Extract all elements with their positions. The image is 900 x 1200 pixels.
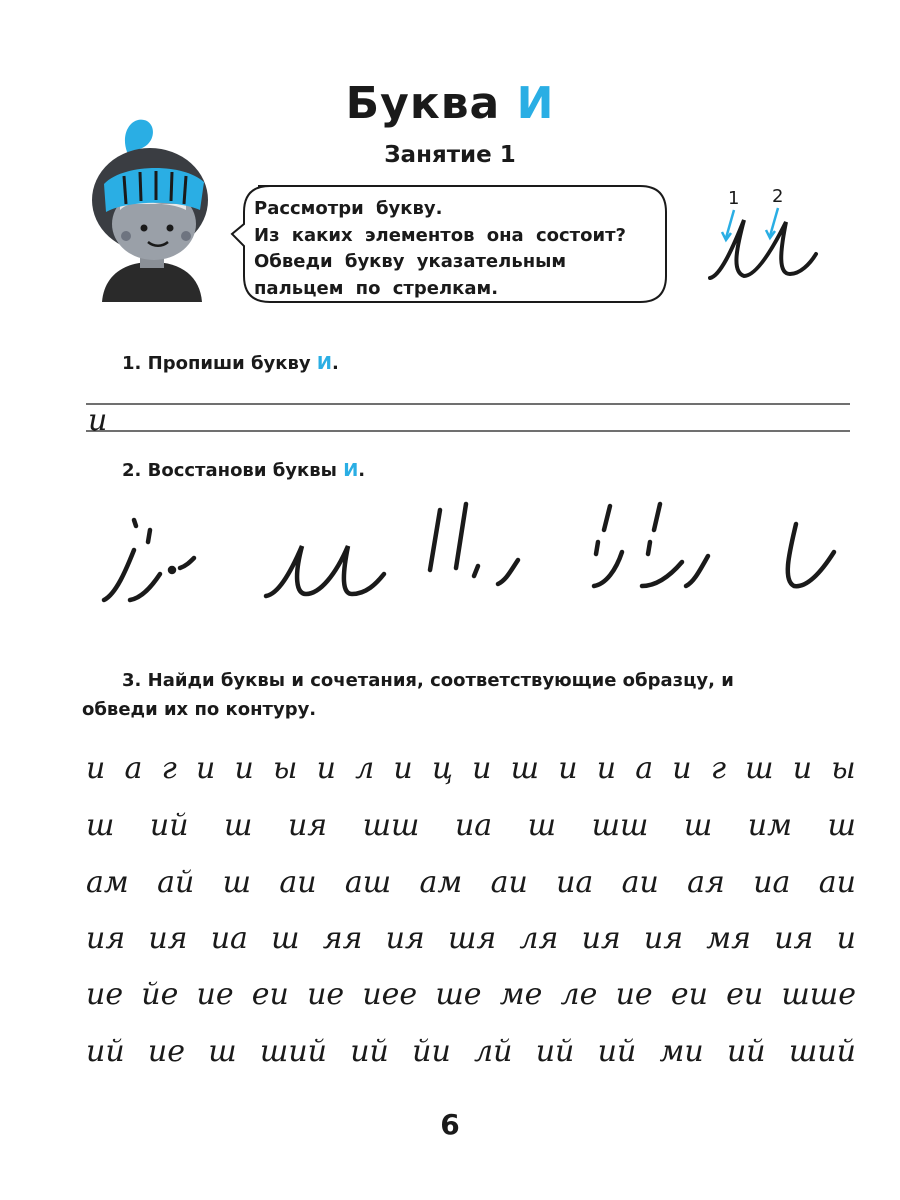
bubble-line: пальцем по стрелкам. (254, 277, 499, 299)
letter-item: ший (259, 1034, 327, 1069)
letter-item: а (124, 751, 143, 786)
letter-item: а (635, 751, 654, 786)
letter-item: и (316, 751, 336, 786)
letter-item: ие (307, 977, 345, 1012)
letter-item: ц (431, 751, 453, 786)
task-2-heading (122, 460, 365, 481)
letter-item: ы (831, 751, 856, 786)
letter-item: лй (474, 1034, 513, 1069)
letter-item: ш (827, 808, 856, 843)
letter-item: еи (251, 977, 289, 1012)
title-letter: И (516, 78, 555, 129)
letter-item: иа (210, 921, 248, 956)
letter-item: ий (149, 808, 189, 843)
bubble-text (254, 196, 674, 302)
letter-item: ш (86, 808, 115, 843)
letter-item: и (234, 751, 254, 786)
letter-item: ия (86, 921, 126, 956)
letter-item: иа (753, 865, 791, 900)
letter-item: ия (385, 921, 425, 956)
letter-item: ш (271, 921, 300, 956)
letter-row-5 (86, 968, 856, 1012)
letter-item: ля (519, 921, 559, 956)
letter-item: ш (510, 751, 539, 786)
letter-item: шш (591, 808, 649, 843)
letter-item: ия (148, 921, 188, 956)
letter-item: аи (621, 865, 659, 900)
letter-item: ий (350, 1034, 389, 1069)
task-1-heading (122, 353, 339, 374)
letter-item: ы (272, 751, 298, 786)
letter-item: ш (222, 865, 252, 900)
letter-item: ш (527, 808, 557, 843)
letter-item: ия (287, 808, 328, 843)
cursive-i-sample (710, 220, 816, 278)
letter-item: г (161, 751, 177, 786)
letter-item: йе (141, 977, 179, 1012)
letter-item: аи (279, 865, 317, 900)
letter-item: ие (147, 1034, 185, 1069)
letter-item: аш (344, 865, 392, 900)
letter-row-2 (86, 799, 856, 843)
task-2-text: 2. Восстанови буквы (122, 460, 337, 481)
letter-item: яя (322, 921, 363, 956)
letter-item: и (558, 751, 578, 786)
letter-item: ий (535, 1034, 575, 1069)
bubble-line: Обведи букву указательным (254, 251, 567, 272)
letter-item: ле (560, 977, 598, 1012)
letter-item: и (472, 751, 492, 786)
letter-item: г (710, 751, 726, 786)
letter-item: ш (224, 808, 253, 843)
writing-sample-letter: и (88, 403, 108, 436)
page-number: 6 (440, 1108, 460, 1141)
letter-item: и (596, 751, 617, 786)
stroke-number-2: 2 (772, 186, 784, 207)
letter-item: еи (726, 977, 764, 1012)
letter-item: иа (556, 865, 594, 900)
letter-item: ш (745, 751, 774, 786)
letter-item: йи (412, 1034, 451, 1069)
task-2-letter: И (343, 460, 359, 481)
letter-item: шше (781, 977, 856, 1012)
letter-item: и (86, 751, 106, 786)
writing-lines (86, 396, 850, 436)
letter-item: мя (706, 921, 752, 956)
letter-item: ий (726, 1034, 766, 1069)
letter-item: аи (818, 865, 856, 900)
task-3-heading (82, 666, 862, 724)
letter-item: ий (86, 1034, 125, 1069)
letter-row-1 (86, 742, 856, 786)
letter-item: ший (788, 1034, 856, 1069)
task-1-letter: И (316, 353, 332, 374)
bubble-line: Рассмотри букву. (254, 198, 443, 219)
letter-item: ия (643, 921, 684, 956)
letter-item: ме (499, 977, 543, 1012)
sample-letter-diagram (698, 180, 828, 290)
letter-item: аи (490, 865, 528, 900)
letter-item: ия (774, 921, 814, 956)
letter-item: ше (435, 977, 482, 1012)
lesson-subtitle: Занятие 1 (384, 142, 516, 168)
letter-item: ие (86, 977, 124, 1012)
letter-item: и (792, 751, 813, 786)
bubble-line: Из каких элементов она состоит? (254, 224, 626, 246)
letter-item: ие (196, 977, 234, 1012)
letter-item: и (672, 751, 692, 786)
letter-fragments-illustration (90, 490, 860, 615)
letter-item: ш (683, 808, 713, 843)
letter-item: ми (659, 1034, 704, 1069)
letter-item: л (355, 751, 375, 786)
letter-row-3 (86, 856, 856, 900)
letter-item: ам (86, 865, 129, 900)
letter-item: шш (362, 808, 420, 843)
letter-item: и (836, 921, 856, 956)
letter-item: иа (454, 808, 493, 843)
knight-mascot-image (82, 112, 222, 302)
letter-item: ий (597, 1034, 637, 1069)
letter-item: ай (157, 865, 195, 900)
letter-item: шя (447, 921, 497, 956)
stroke-number-1: 1 (728, 188, 740, 209)
letter-item: ия (581, 921, 621, 956)
letter-item: ая (687, 865, 725, 900)
letter-item: еи (670, 977, 708, 1012)
letter-item: ие (615, 977, 653, 1012)
letter-item: им (747, 808, 792, 843)
task-2-dot: . (358, 460, 366, 481)
letter-item: ш (208, 1034, 237, 1069)
task-3-line-1: 3. Найди буквы и сочетания, соответствующие образцу, и (122, 670, 734, 691)
title-word: Буква (345, 78, 501, 129)
task-1-text: 1. Пропиши букву (122, 353, 311, 374)
letter-item: иее (362, 977, 418, 1012)
task-3-line-2: обведи их по контуру. (82, 699, 317, 720)
letter-item: и (195, 751, 216, 786)
letter-item: ам (419, 865, 463, 900)
task-1-dot: . (332, 353, 339, 374)
letter-row-6 (86, 1025, 856, 1069)
letter-item: и (393, 751, 413, 786)
letter-row-4 (86, 912, 856, 956)
